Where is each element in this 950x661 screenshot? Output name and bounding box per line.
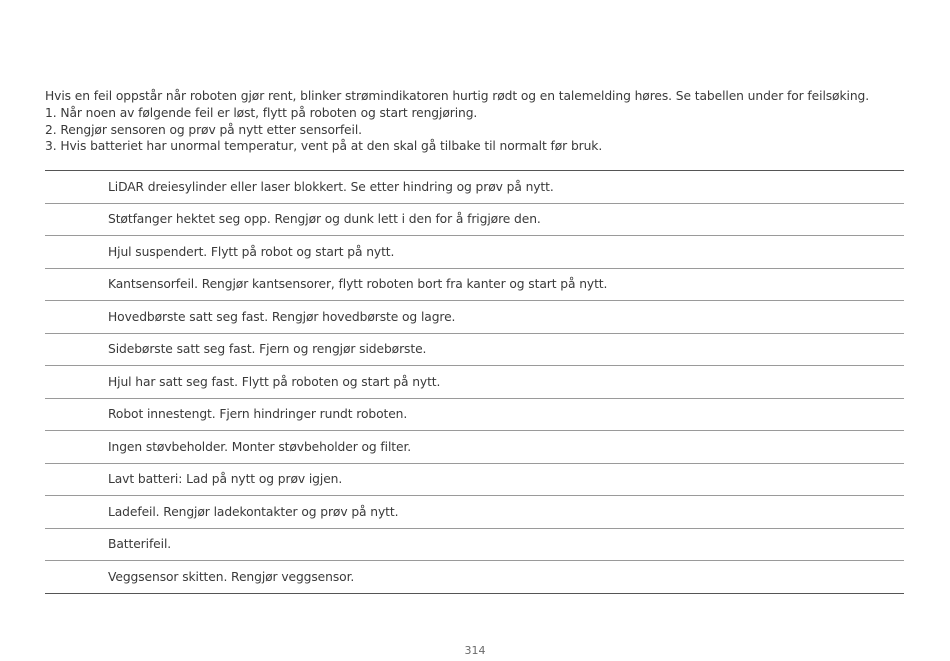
table-row: [45, 334, 904, 367]
error-description: Lavt batteri: Lad på nytt og prøv igjen.: [108, 472, 343, 487]
error-table: [45, 170, 904, 594]
error-description: Hjul har satt seg fast. Flytt på roboten og start på nytt.: [108, 374, 441, 389]
error-description: Hovedbørste satt seg fast. Rengjør hovedbørste og lagre.: [108, 309, 456, 324]
table-row: [45, 399, 904, 432]
table-row: [45, 301, 904, 334]
table-row: [45, 464, 904, 497]
error-description: Ingen støvbeholder. Monter støvbeholder og filter.: [108, 439, 412, 454]
table-row: [45, 366, 904, 399]
error-description: Veggsensor skitten. Rengjør veggsensor.: [108, 569, 355, 584]
table-row: [45, 561, 904, 594]
intro-paragraph: Hvis en feil oppstår når roboten gjør rent, blinker strømindikatoren hurtig rødt og en talemelding høres. Se tabellen under for feilsøking.: [45, 89, 870, 103]
table-row: [45, 204, 904, 237]
error-description: LiDAR dreiesylinder eller laser blokkert. Se etter hindring og prøv på nytt.: [108, 179, 554, 194]
table-row: [45, 496, 904, 529]
table-row: [45, 269, 904, 302]
page-number: 314: [464, 644, 486, 657]
error-description: Batterifeil.: [108, 537, 172, 552]
error-description: Ladefeil. Rengjør ladekontakter og prøv på nytt.: [108, 504, 399, 519]
intro-step-3: 3. Hvis batteriet har unormal temperatur, vent på at den skal gå tilbake til normalt før bruk.: [45, 139, 603, 154]
intro-step-2: 2. Rengjør sensoren og prøv på nytt etter sensorfeil.: [45, 122, 362, 137]
table-row: [45, 431, 904, 464]
error-description: Robot innestengt. Fjern hindringer rundt roboten.: [108, 407, 408, 422]
error-description: Støtfanger hektet seg opp. Rengjør og dunk lett i den for å frigjøre den.: [108, 212, 541, 227]
troubleshooting-intro: [45, 88, 925, 155]
error-description: Sidebørste satt seg fast. Fjern og rengjør sidebørste.: [108, 342, 427, 357]
intro-step-1: 1. Når noen av følgende feil er løst, flytt på roboten og start rengjøring.: [45, 105, 478, 120]
error-description: Hjul suspendert. Flytt på robot og start på nytt.: [108, 244, 395, 259]
table-row: [45, 529, 904, 562]
table-row: [45, 236, 904, 269]
table-row: [45, 171, 904, 204]
error-description: Kantsensorfeil. Rengjør kantsensorer, flytt roboten bort fra kanter og start på nytt.: [108, 277, 608, 292]
